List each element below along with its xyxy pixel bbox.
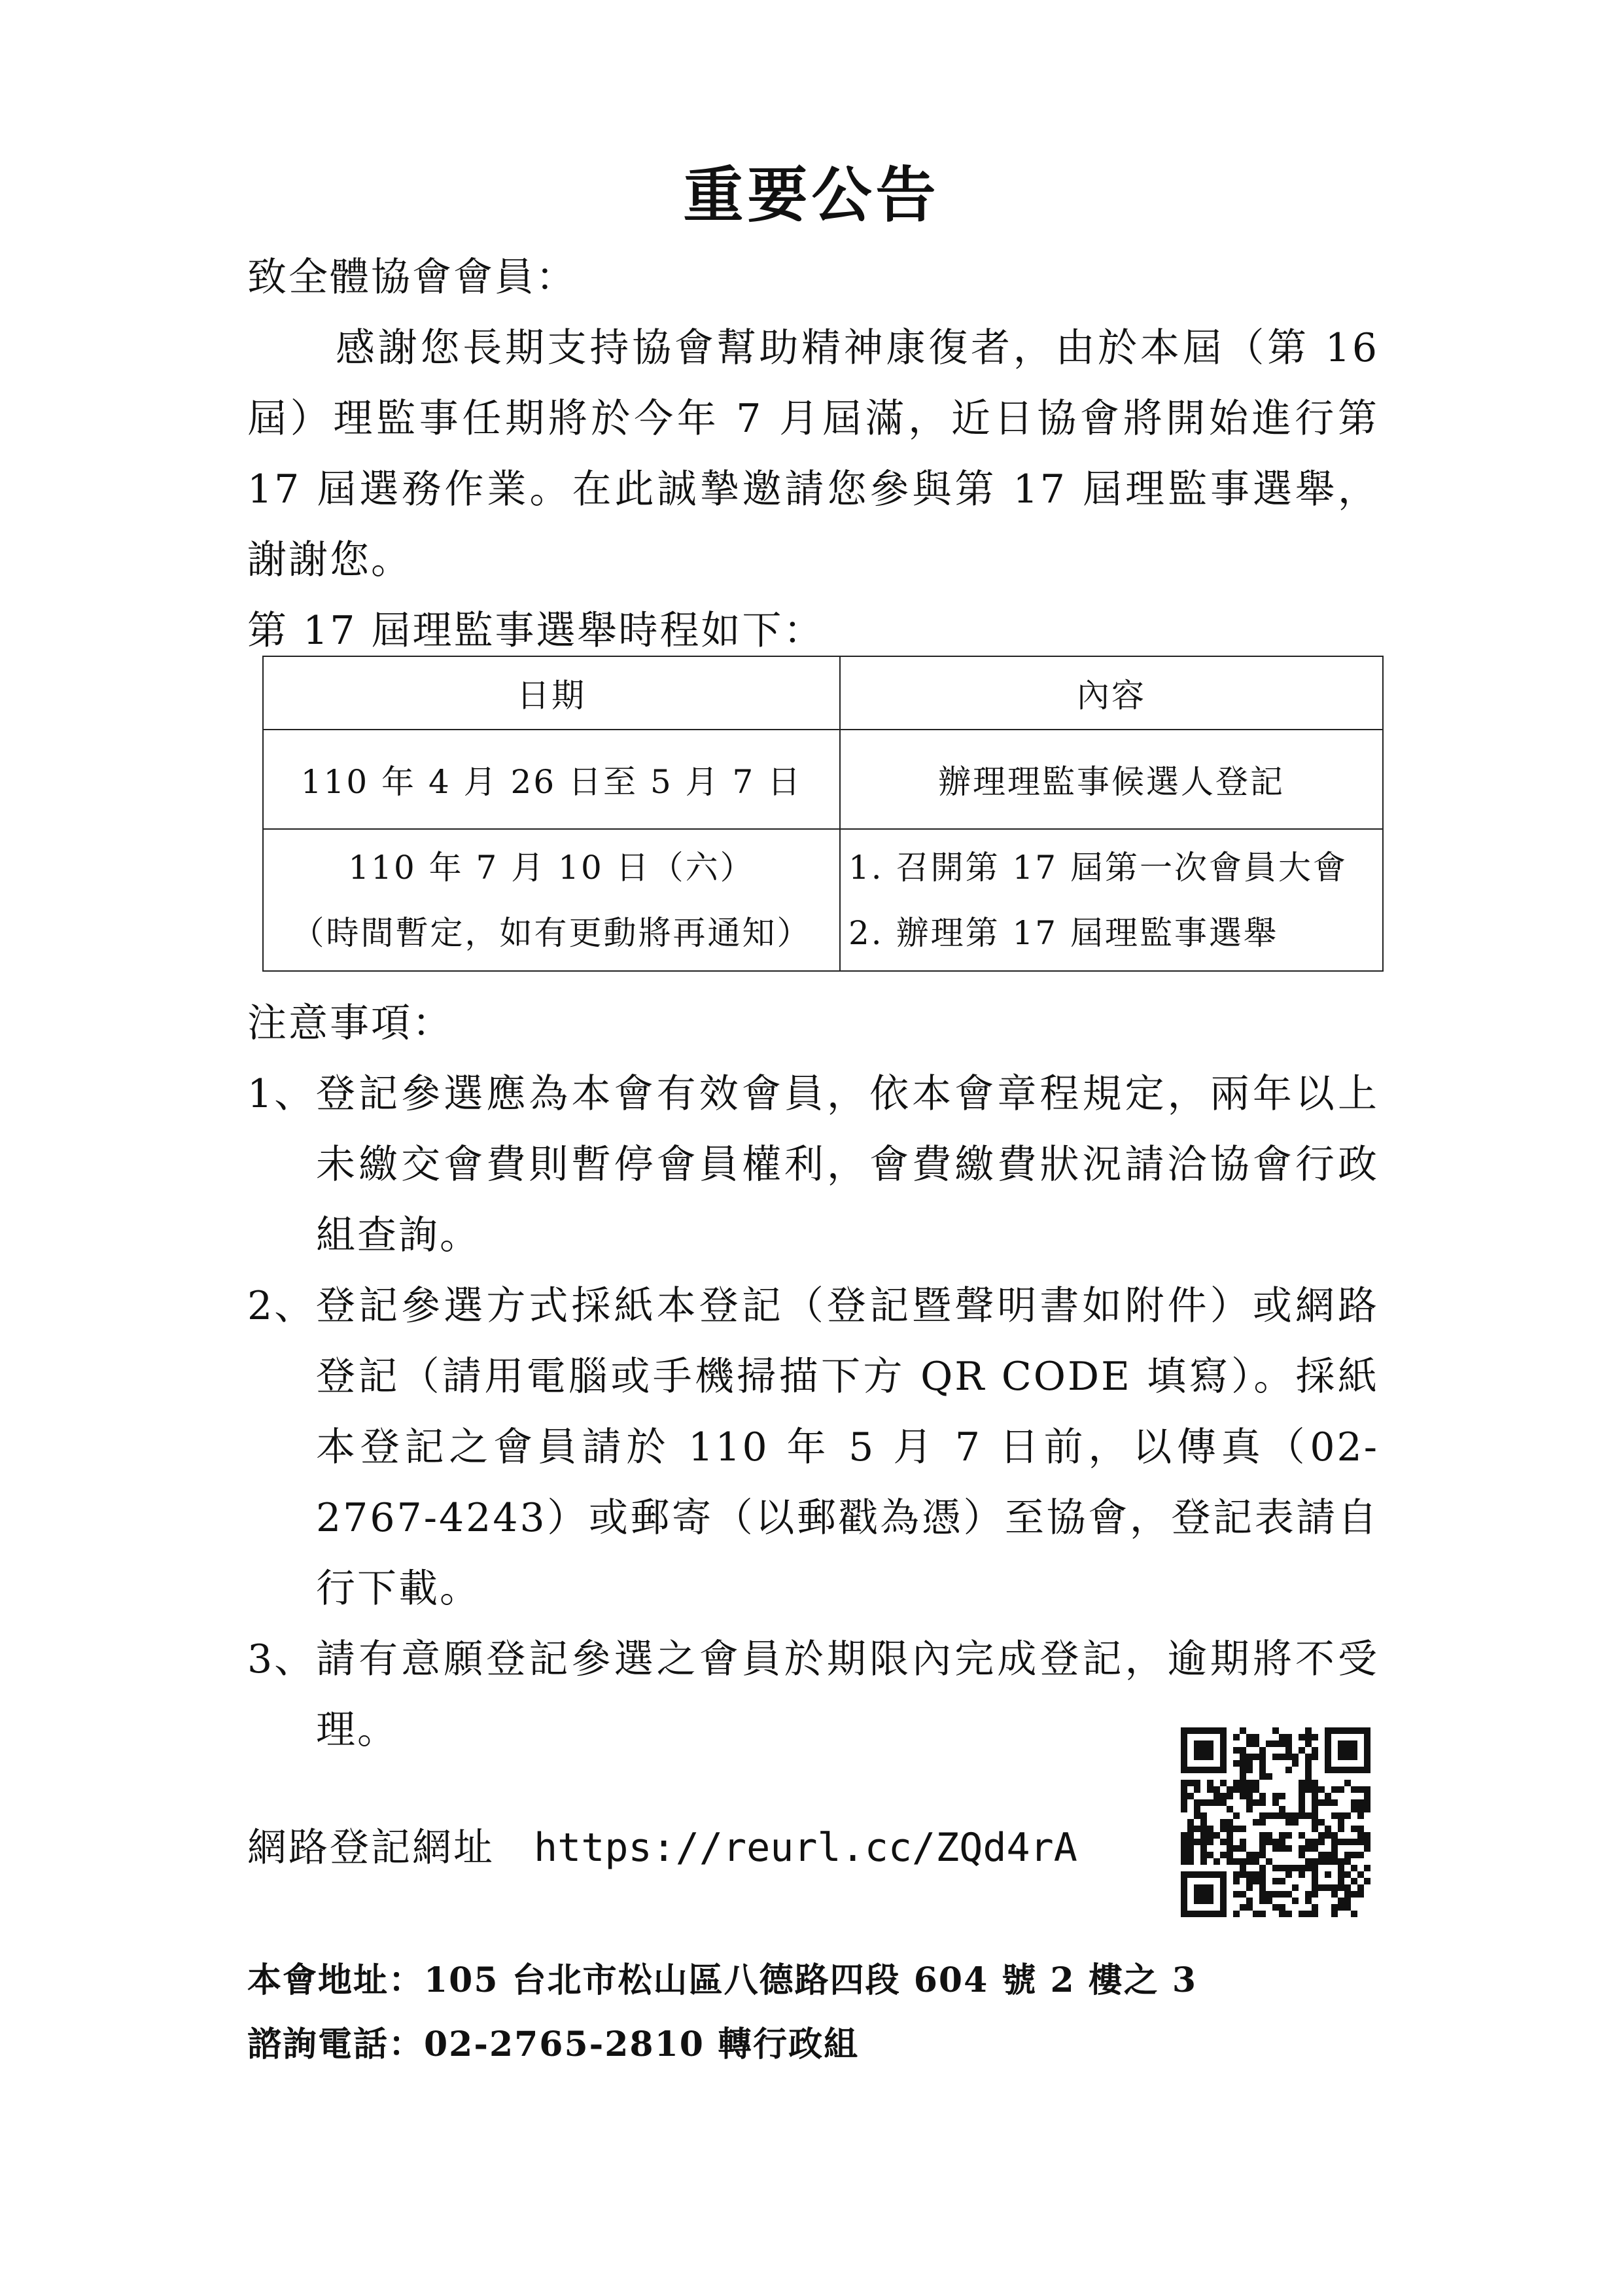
note-text: 請有意願登記參選之會員於期限內完成登記，逾期將不受理。 xyxy=(316,1636,1379,1753)
qr-code-icon[interactable] xyxy=(1181,1727,1370,1917)
schedule-date-note: （時間暫定，如有更動將再通知） xyxy=(291,913,812,952)
registration-url-line xyxy=(247,1812,1077,1883)
table-row xyxy=(263,829,1383,971)
schedule-content-item: 1. 召開第 17 屆第一次會員大會 xyxy=(848,848,1348,887)
schedule-date-cell xyxy=(263,829,840,971)
schedule-date-line: 110 年 7 月 10 日（六） xyxy=(348,848,755,887)
schedule-table xyxy=(262,656,1384,972)
schedule-content-item: 2. 辦理第 17 屆理監事選舉 xyxy=(848,913,1279,952)
table-row xyxy=(263,730,1383,829)
page-title: 重要公告 xyxy=(683,160,940,230)
registration-label: 網路登記網址 xyxy=(247,1825,495,1871)
schedule-content-cell xyxy=(840,829,1383,971)
note-number: 2、 xyxy=(247,1283,316,1329)
greeting: 致全體協會會員： xyxy=(247,255,577,300)
column-header-content: 內容 xyxy=(840,656,1383,730)
schedule-header-row xyxy=(263,656,1383,730)
registration-link[interactable]: https://reurl.cc/ZQd4rA xyxy=(534,1825,1077,1871)
schedule-content-cell: 辦理理監事候選人登記 xyxy=(840,730,1383,829)
note-item xyxy=(247,1059,1379,1271)
notes-heading: 注意事項： xyxy=(247,1000,453,1046)
note-number: 3、 xyxy=(247,1636,316,1682)
schedule-heading: 第 17 屆理監事選舉時程如下： xyxy=(247,608,825,654)
phone-line: 諮詢電話：02-2765-2810 轉行政組 xyxy=(247,2024,860,2064)
schedule-date-cell: 110 年 4 月 26 日至 5 月 7 日 xyxy=(263,730,840,829)
note-text: 登記參選應為本會有效會員，依本會章程規定，兩年以上未繳交會費則暫停會員權利，會費繳費狀況請洽協會行政組查詢。 xyxy=(316,1071,1379,1258)
address-line: 本會地址：105 台北市松山區八德路四段 604 號 2 樓之 3 xyxy=(247,1960,1198,2000)
note-text: 登記參選方式採紙本登記（登記暨聲明書如附件）或網路登記（請用電腦或手機掃描下方 QR CODE 填寫）。採紙本登記之會員請於 110 年 5 月 7 日前，以傳真（02-2767-4243）或郵寄（以郵戳為憑）至協會，登記表請自行下載。 xyxy=(316,1283,1379,1612)
intro-paragraph: 感謝您長期支持協會幫助精神康復者，由於本屆（第 16 屆）理監事任期將於今年 7 月屆滿，近日協會將開始進行第 17 屆選務作業。在此誠摯邀請您參與第 17 屆理監事選舉，謝謝您。 xyxy=(247,325,1379,583)
note-item xyxy=(247,1271,1379,1624)
note-number: 1、 xyxy=(247,1071,316,1117)
column-header-date: 日期 xyxy=(263,656,840,730)
